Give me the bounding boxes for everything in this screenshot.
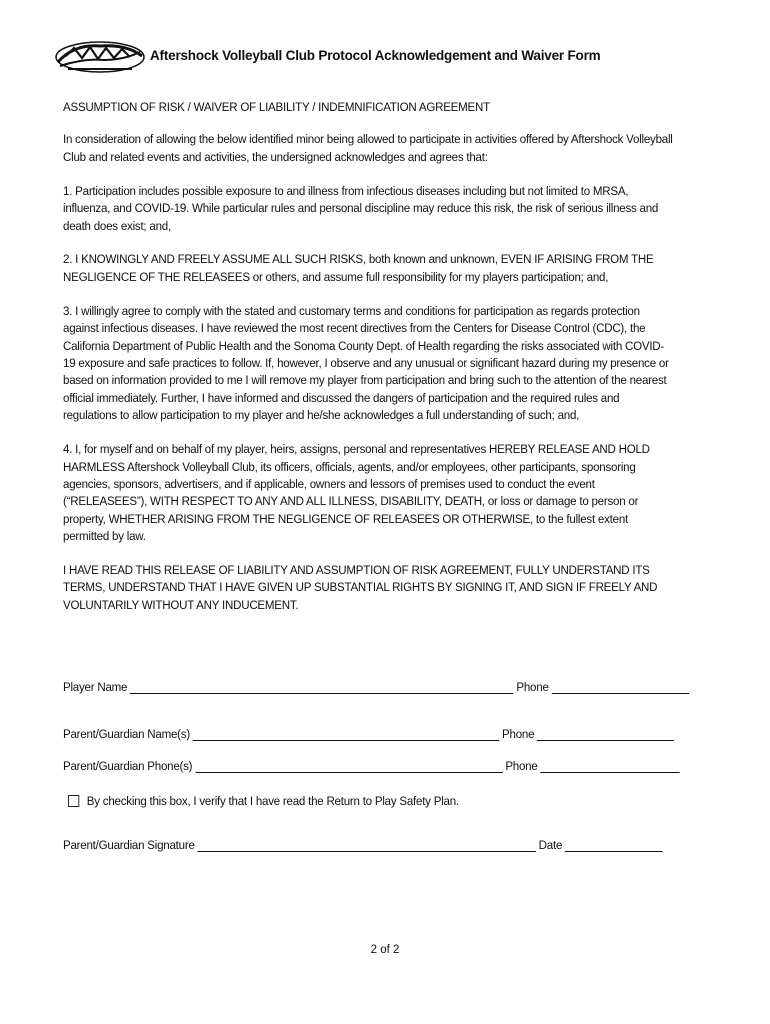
date-label: Date xyxy=(538,838,563,852)
agreement-heading: ASSUMPTION OF RISK / WAIVER OF LIABILITY / INDEMNIFICATION AGREEMENT xyxy=(63,100,490,114)
safety-plan-checkbox-row xyxy=(68,794,459,808)
form-title: Aftershock Volleyball Club Protocol Acknowledgement and Waiver Form xyxy=(150,48,601,63)
aftershock-logo xyxy=(54,38,146,76)
closing-statement: I HAVE READ THIS RELEASE OF LIABILITY AND ASSUMPTION OF RISK AGREEMENT, FULLY UNDERSTAND ITS TERMS, UNDERSTAND THAT I HAVE GIVEN UP SUBSTANTIAL RIGHTS BY SIGNING IT, AND SIGN IF FREELY AND VOLUNTARILY WITHOUT ANY INDUCEMENT. xyxy=(63,563,658,612)
guardian-phone-field[interactable] xyxy=(537,727,674,741)
clause-3: 3. I willingly agree to comply with the stated and customary terms and conditions for participation as regards protection against infectious diseases. I have reviewed the most recent directives from the Centers for Disease Control (CDC), the California Department of Public Health and the Sonoma County Dept. of Health regarding the risks associated with COVID-19 exposure and safe practices to follow. If, however, I observe and any unusual or significant hazard during my presence or based on information provided to me I will remove my player from participation and bring such to the attention of the nearest official immediately. Further, I have informed and discussed the dangers of participation and the required rules and regulations to allow participation to my player and he/she acknowledges a full understanding of such; and, xyxy=(63,303,669,423)
guardian-name-field[interactable] xyxy=(193,727,499,741)
player-phone-field[interactable] xyxy=(551,680,688,694)
signature-label: Parent/Guardian Signature xyxy=(63,838,195,852)
guardian-name-label: Parent/Guardian Name(s) xyxy=(63,727,190,741)
clause-1: 1. Participation includes possible exposure to and illness from infectious diseases including but not limited to MRSA, influenza, and COVID-19. While particular rules and personal discipline may reduce this risk, the risk of serious illness and death does exist; and, xyxy=(63,183,659,233)
guardian-phones-row xyxy=(63,759,682,773)
guardian-phone2-field[interactable] xyxy=(540,759,679,773)
guardian-phone2-label: Phone xyxy=(505,759,538,773)
agreement-text xyxy=(63,99,674,631)
player-phone-label: Phone xyxy=(516,680,549,694)
intro-paragraph: In consideration of allowing the below identified minor being allowed to participate in activities offered by Aftershock Volleyball Club and related events and activities, the undersigned acknowledges and agrees that: xyxy=(63,132,673,164)
player-name-label: Player Name xyxy=(63,680,128,694)
date-field[interactable] xyxy=(565,838,663,852)
signature-field[interactable] xyxy=(197,838,535,852)
header xyxy=(54,36,714,80)
safety-plan-checkbox[interactable] xyxy=(68,795,79,807)
guardian-phone-label: Phone xyxy=(502,727,535,741)
guardian-name-row xyxy=(63,727,677,741)
guardian-phones-field[interactable] xyxy=(195,759,502,773)
signature-row xyxy=(63,838,666,852)
clause-2: 2. I KNOWINGLY AND FREELY ASSUME ALL SUCH RISKS, both known and unknown, EVEN IF ARISING FROM THE NEGLIGENCE OF THE RELEASEES or others, and assume full responsibility for my players participation; and, xyxy=(63,252,654,284)
page-number: 2 of 2 xyxy=(370,944,400,956)
guardian-phones-label: Parent/Guardian Phone(s) xyxy=(63,759,193,773)
safety-plan-checkbox-label: By checking this box, I verify that I have read the Return to Play Safety Plan. xyxy=(86,794,459,808)
player-name-row xyxy=(63,680,692,694)
player-name-field[interactable] xyxy=(130,680,514,694)
clause-4: 4. I, for myself and on behalf of my player, heirs, assigns, personal and representatives HEREBY RELEASE AND HOLD HARMLESS Aftershock Volleyball Club, its officers, officials, agents, and/or employees, other participants, sponsoring agencies, sponsors, advertisers, and if applicable, owners and lessors of premises used to conduct the event (“RELEASEES”), WITH RESPECT TO ANY AND ALL ILLNESS, DISABILITY, DEATH, or loss or damage to person or property, WHETHER ARISING FROM THE NEGLIGENCE OF RELEASEES OR OTHERWISE, to the fullest extent permitted by law. xyxy=(63,442,650,544)
